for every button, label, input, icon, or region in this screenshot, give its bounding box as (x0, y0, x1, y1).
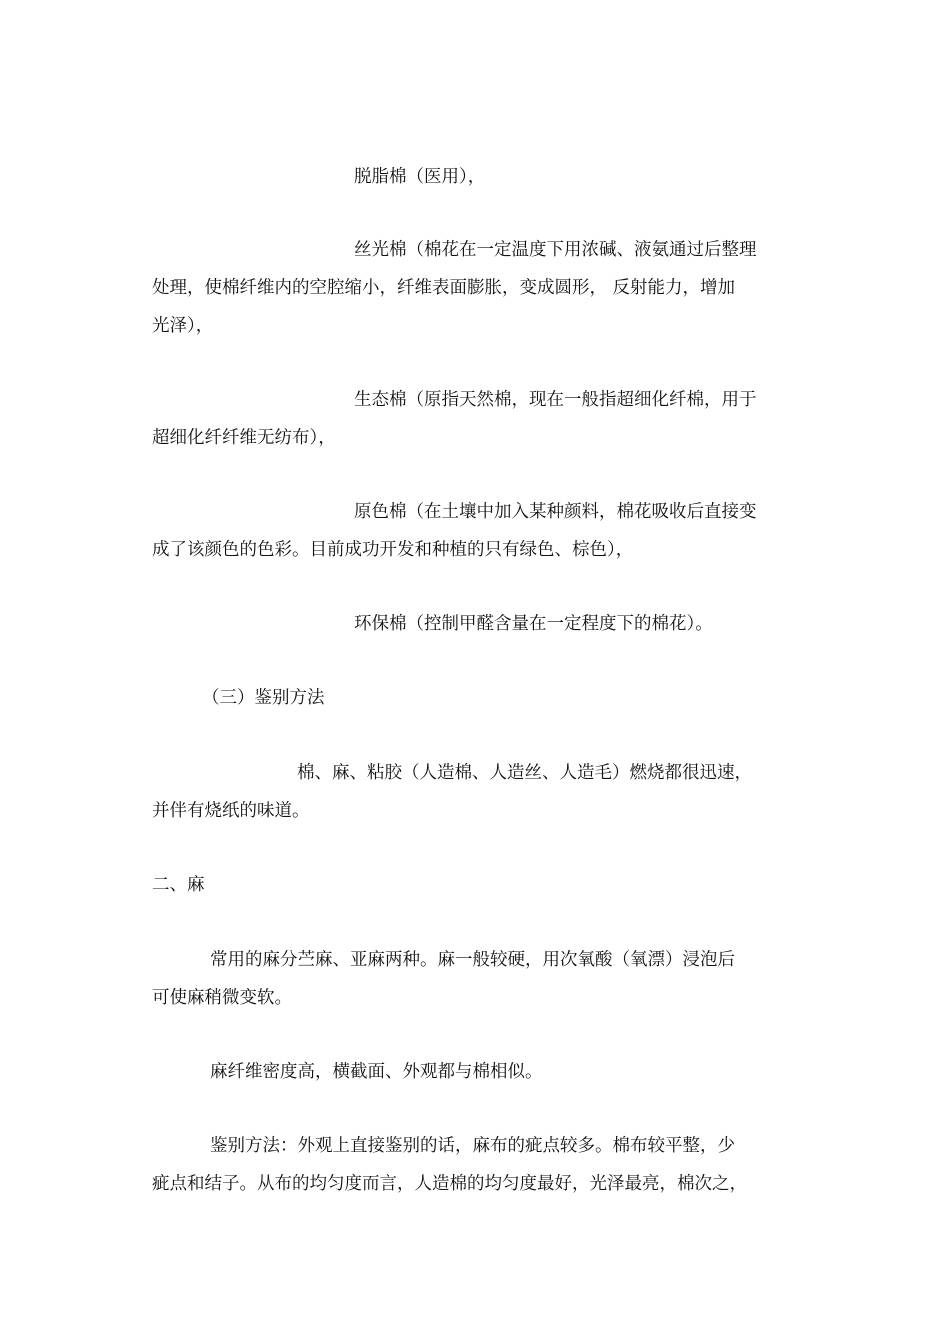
text-line: 并伴有烧纸的味道。 (152, 801, 310, 821)
paragraph-hemp-density (152, 1053, 802, 1091)
text-line: 麻纤维密度高，横截面、外观都与棉相似。 (210, 1062, 543, 1082)
text-line: 环保棉（控制甲醛含量在一定程度下的棉花）。 (354, 614, 713, 634)
text-line: 原色棉（在土壤中加入某种颜料，棉花吸收后直接变 (354, 502, 757, 522)
text-line: 光泽）， (152, 316, 214, 336)
paragraph-burning-test (152, 754, 802, 830)
text-line: 鉴别方法：外观上直接鉴别的话，麻布的疵点较多。棉布较平整，少 (210, 1136, 735, 1156)
text-line: （三）鉴别方法 (202, 688, 325, 708)
text-line: 生态棉（原指天然棉，现在一般指超细化纤棉，用于 (354, 390, 757, 410)
section-heading-hemp (152, 866, 802, 904)
text-line: 二、麻 (152, 875, 205, 895)
paragraph-colored-cotton (152, 493, 802, 569)
paragraph-eco-cotton (152, 381, 802, 457)
text-line: 处理，使棉纤维内的空腔缩小，纤维表面膨胀，变成圆形， 反射能力，增加 (152, 278, 736, 298)
text-line: 成了该颜色的色彩。目前成功开发和种植的只有绿色、棕色）， (152, 540, 634, 560)
paragraph-eco-friendly-cotton (152, 605, 802, 643)
text-line: 超细化纤纤维无纺布）， (152, 428, 336, 448)
text-line: 常用的麻分苎麻、亚麻两种。麻一般较硬，用次氧酸（氧漂）浸泡后 (210, 950, 735, 970)
paragraph-hemp-types (152, 941, 802, 1017)
paragraph-mercerized-cotton (152, 231, 802, 345)
text-line: 脱脂棉（医用）， (354, 167, 486, 187)
text-line: 棉、麻、粘胶（人造棉、人造丝、人造毛）燃烧都很迅速， (297, 763, 752, 783)
text-line: 丝光棉（棉花在一定温度下用浓碱、液氨通过后整理 (354, 240, 757, 260)
text-line: 疵点和结子。从布的均匀度而言，人造棉的均匀度最好，光泽最亮，棉次之， (152, 1174, 747, 1194)
paragraph-degreased-cotton (152, 158, 802, 196)
text-line: 可使麻稍微变软。 (152, 988, 292, 1008)
paragraph-hemp-identification (152, 1127, 802, 1203)
section-heading-identification-method (152, 679, 802, 717)
